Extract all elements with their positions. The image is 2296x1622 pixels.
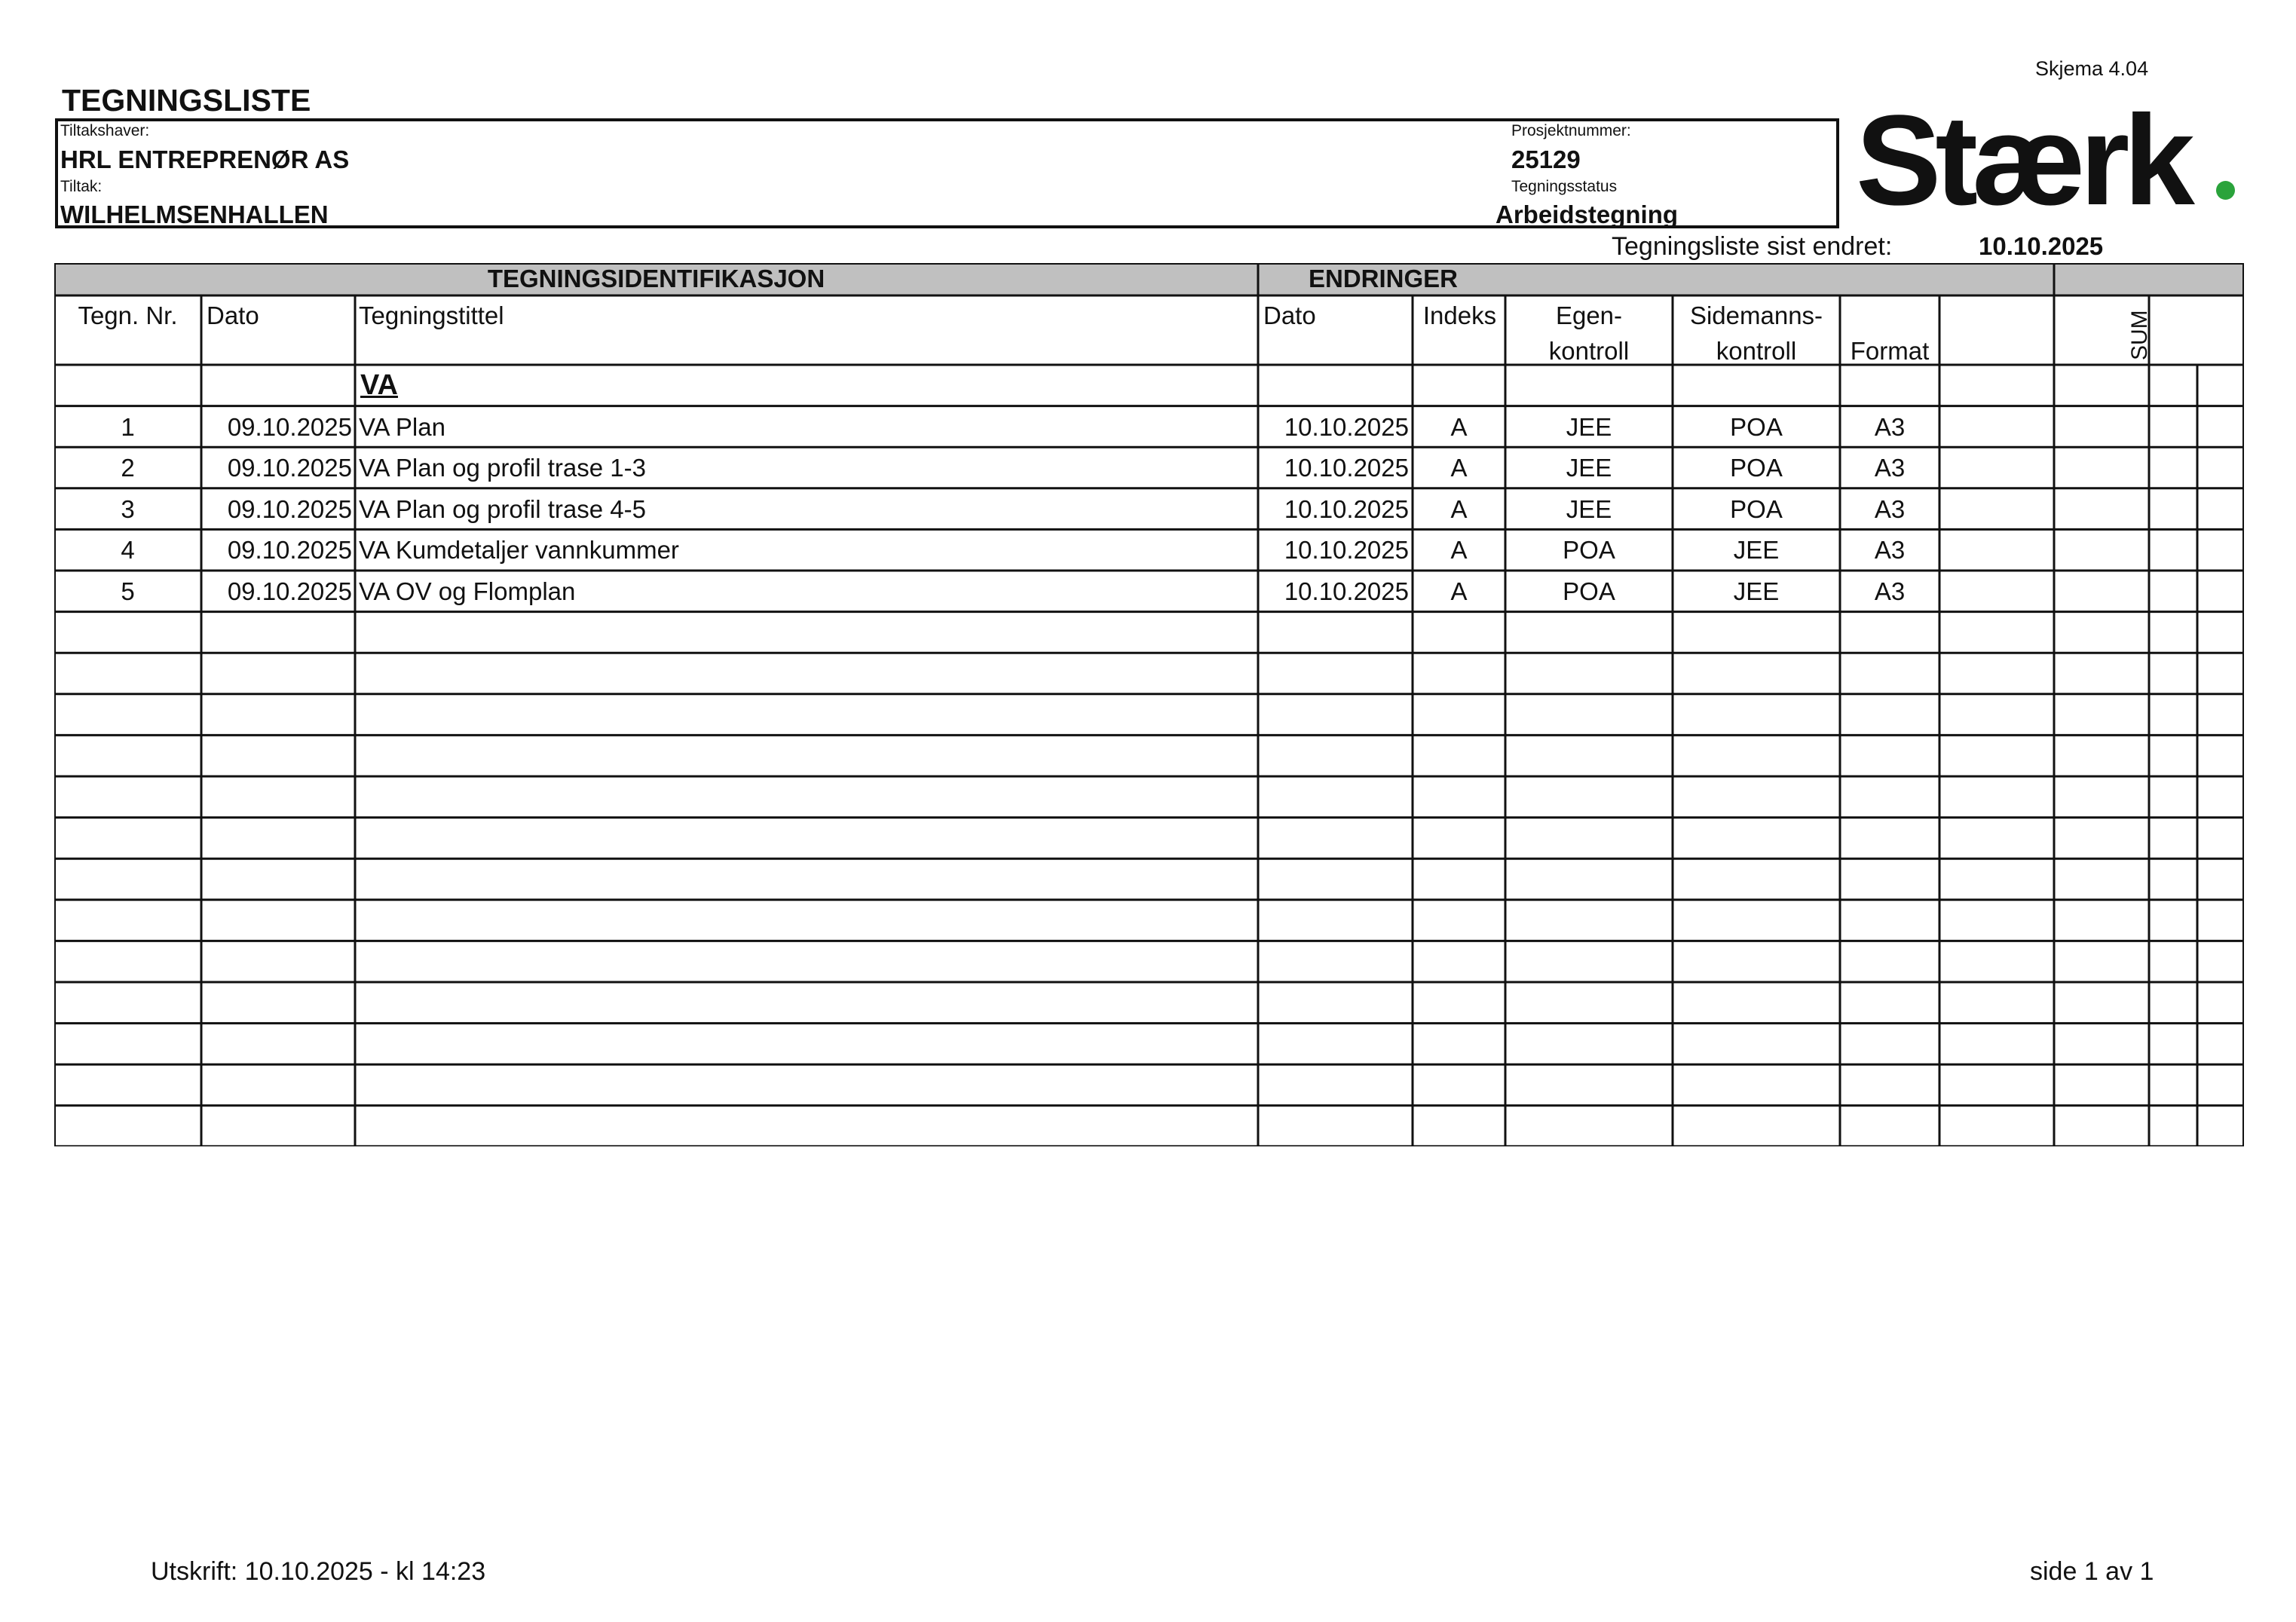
logo-dot-icon [2216, 181, 2235, 200]
table-cell-title: VA Kumdetaljer vannkummer [359, 536, 679, 565]
document-title: TEGNINGSLISTE [62, 83, 311, 118]
table-cell-own: POA [1563, 536, 1615, 565]
tiltak-label: Tiltak: [60, 178, 103, 195]
company-logo: Stærk [1856, 89, 2189, 232]
table-cell-format: A3 [1874, 454, 1906, 482]
col-header-own-check-1: Egen- [1555, 301, 1623, 329]
prosjektnummer-label: Prosjektnummer: [1511, 122, 1631, 139]
table-cell-change-date: 10.10.2025 [1284, 454, 1409, 482]
table-cell-change-date: 10.10.2025 [1284, 412, 1409, 441]
tiltak-value: WILHELMSENHALLEN [60, 200, 329, 228]
table-cell-date: 09.10.2025 [227, 536, 352, 565]
tiltakshaver-value: HRL ENTREPRENØR AS [60, 145, 350, 173]
table-cell-change-date: 10.10.2025 [1284, 494, 1409, 523]
status-value: Arbeidstegning [1495, 200, 1679, 228]
table-cell-own: JEE [1566, 494, 1612, 523]
table-cell-peer: POA [1730, 494, 1783, 523]
col-header-own-check-2: kontroll [1548, 337, 1630, 365]
table-cell-own: JEE [1566, 412, 1612, 441]
table-cell-index: A [1450, 412, 1468, 441]
page-number: side 1 av 1 [2030, 1557, 2154, 1586]
col-header-title: Tegningstittel [359, 301, 504, 329]
table-cell-nr: 3 [121, 494, 135, 523]
table-cell-title: VA Plan [359, 412, 445, 441]
table-cell-own: JEE [1566, 454, 1612, 482]
col-header-peer-check-2: kontroll [1716, 337, 1797, 365]
table-cell-peer: JEE [1733, 577, 1780, 605]
table-cell-date: 09.10.2025 [227, 454, 352, 482]
table-cell-change-date: 10.10.2025 [1284, 577, 1409, 605]
group-header-identification: TEGNINGSIDENTIFIKASJON [487, 265, 825, 292]
table-cell-nr: 1 [121, 412, 135, 441]
table-cell-date: 09.10.2025 [227, 412, 352, 441]
tiltakshaver-label: Tiltakshaver: [60, 122, 150, 139]
table-cell-title: VA OV og Flomplan [359, 577, 576, 605]
table-cell-index: A [1450, 577, 1468, 605]
col-header-nr: Tegn. Nr. [78, 301, 178, 329]
table-cell-index: A [1450, 494, 1468, 523]
col-header-date: Dato [207, 301, 259, 329]
col-header-peer-check-1: Sidemanns- [1689, 301, 1823, 329]
table-cell-format: A3 [1874, 536, 1906, 565]
table-cell-change-date: 10.10.2025 [1284, 536, 1409, 565]
table-cell-format: A3 [1874, 577, 1906, 605]
table-cell-title: VA Plan og profil trase 4-5 [359, 494, 646, 523]
table-cell-date: 09.10.2025 [227, 494, 352, 523]
table-cell-format: A3 [1874, 412, 1906, 441]
table-cell-peer: JEE [1733, 536, 1780, 565]
col-header-index: Indeks [1422, 301, 1497, 329]
table-cell-nr: 5 [121, 577, 135, 605]
table-cell-index: A [1450, 454, 1468, 482]
col-header-format: Format [1850, 337, 1930, 365]
table-cell-nr: 4 [121, 536, 135, 565]
schema-label: Skjema 4.04 [2035, 57, 2149, 80]
status-label: Tegningsstatus [1511, 178, 1618, 195]
last-changed-value: 10.10.2025 [1979, 232, 2104, 260]
group-header-changes: ENDRINGER [1308, 265, 1459, 292]
section-title: VA [360, 369, 398, 401]
table-cell-title: VA Plan og profil trase 1-3 [359, 454, 646, 482]
last-changed-label: Tegningsliste sist endret: [1612, 232, 1893, 261]
col-header-sum: SUM [2127, 310, 2152, 360]
prosjektnummer-value: 25129 [1511, 145, 1581, 173]
table-cell-index: A [1450, 536, 1468, 565]
table-cell-peer: POA [1730, 412, 1783, 441]
col-header-change-date: Dato [1263, 301, 1316, 329]
table-cell-nr: 2 [121, 454, 135, 482]
table-cell-peer: POA [1730, 454, 1783, 482]
drawing-list-table [54, 263, 2244, 1146]
print-timestamp: Utskrift: 10.10.2025 - kl 14:23 [151, 1557, 486, 1586]
table-cell-format: A3 [1874, 494, 1906, 523]
table-cell-own: POA [1563, 577, 1615, 605]
table-cell-date: 09.10.2025 [227, 577, 352, 605]
